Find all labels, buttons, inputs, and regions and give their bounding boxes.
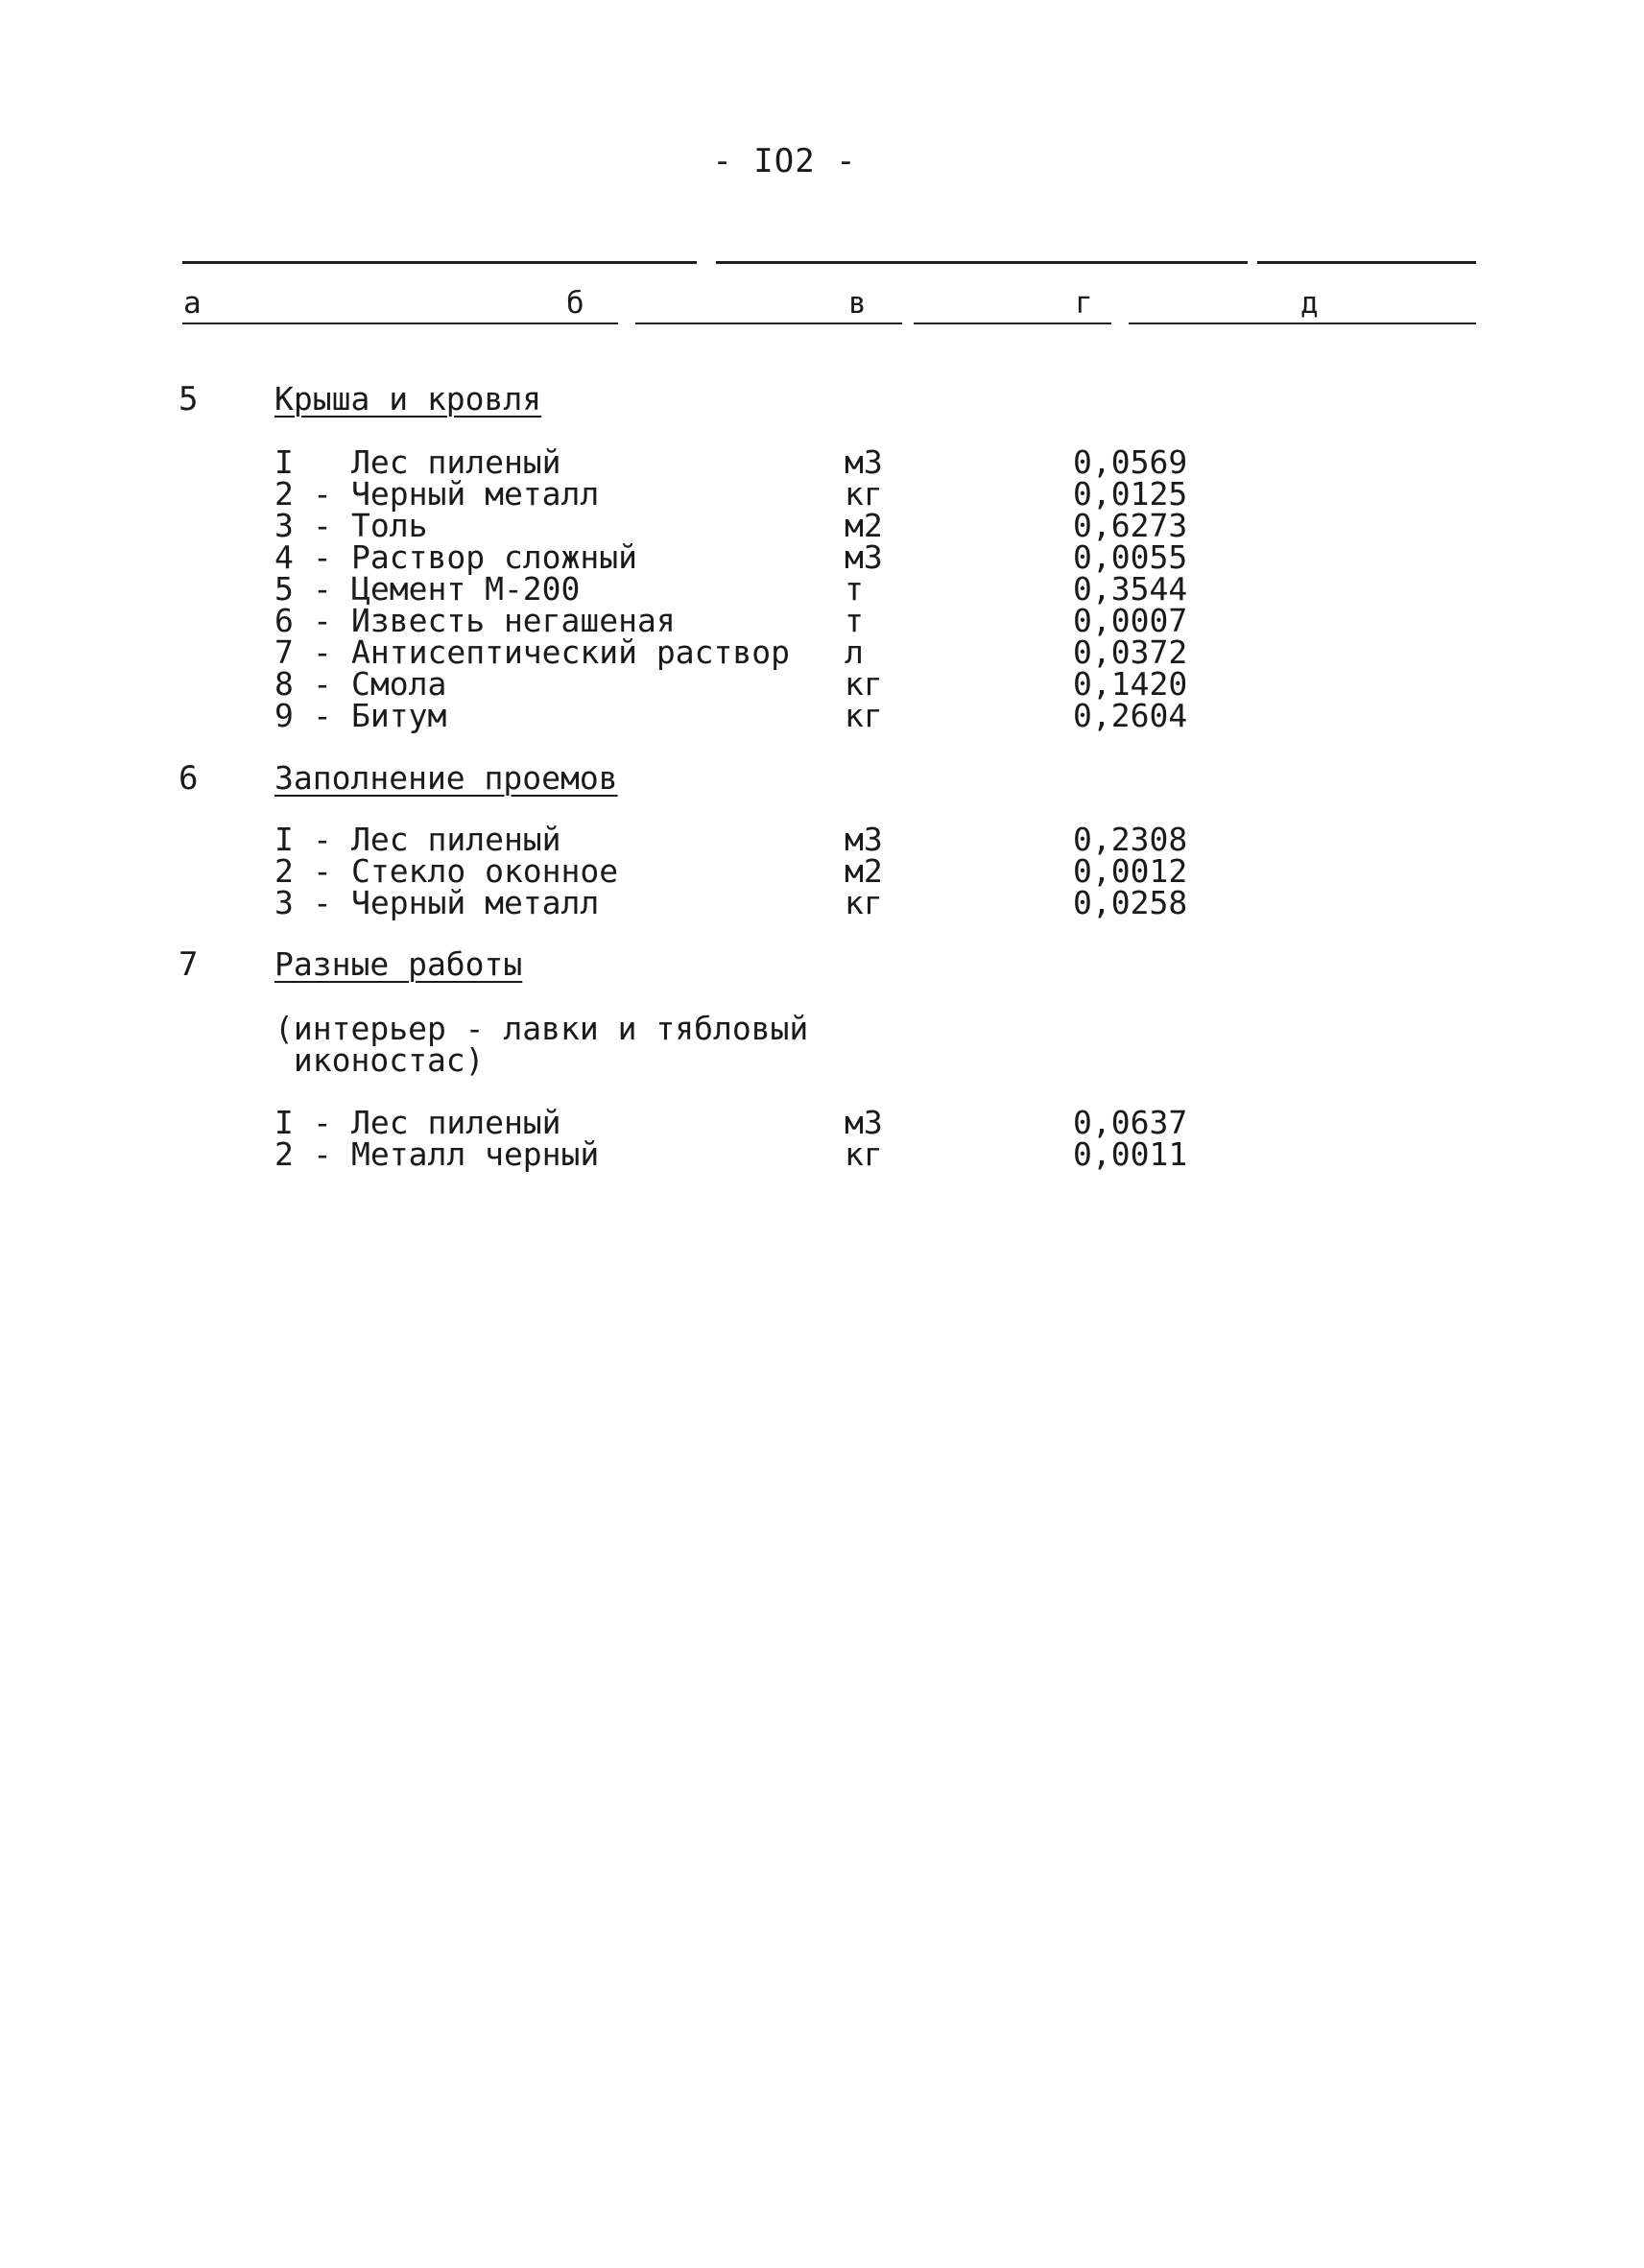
item-qty: 0,6273: [1073, 507, 1188, 544]
item-unit: кг: [845, 475, 883, 513]
item-name: Раствор сложный: [351, 538, 638, 576]
item-dash: -: [313, 475, 332, 513]
item-dash: -: [313, 665, 332, 703]
column-header-d: д: [1300, 286, 1319, 321]
item-unit: м3: [845, 538, 883, 576]
item-index: I: [274, 821, 294, 858]
column-header-b: б: [566, 286, 584, 321]
item-qty: 0,2308: [1073, 821, 1188, 858]
item-dash: -: [313, 507, 332, 544]
item-dash: -: [313, 633, 332, 671]
item-qty: 0,0258: [1073, 884, 1188, 921]
list-item: [0, 633, 1644, 671]
header-bottom-rule: [1129, 322, 1476, 324]
list-item: [0, 602, 1644, 639]
item-index: 2: [274, 475, 294, 513]
list-item: [0, 1135, 1644, 1173]
list-item: [0, 507, 1644, 544]
section-number: 6: [179, 759, 199, 798]
header-bottom-rule: [635, 322, 902, 324]
section-title: Разные работы: [274, 945, 523, 983]
item-index: 9: [274, 697, 294, 734]
item-index: 5: [274, 570, 294, 608]
list-item: [0, 538, 1644, 576]
item-dash: -: [313, 852, 332, 890]
item-dash: -: [313, 697, 332, 734]
item-index: I: [274, 443, 294, 481]
item-name: Цемент М-200: [351, 570, 581, 608]
item-index: 6: [274, 602, 294, 639]
item-name: Черный металл: [351, 884, 600, 921]
item-name: Известь негашеная: [351, 602, 676, 639]
item-qty: 0,0372: [1073, 633, 1188, 671]
item-unit: кг: [845, 884, 883, 921]
item-qty: 0,0012: [1073, 852, 1188, 890]
item-dash: -: [313, 538, 332, 576]
item-name: Лес пиленый: [351, 443, 561, 481]
item-name: Антисептический раствор: [351, 633, 790, 671]
item-name: Смола: [351, 665, 447, 703]
item-qty: 0,0007: [1073, 602, 1188, 639]
item-qty: 0,0011: [1073, 1135, 1188, 1173]
list-item: [0, 665, 1644, 703]
item-name: Лес пиленый: [351, 1104, 561, 1141]
section-number: 7: [179, 945, 199, 984]
table-top-rule: [1257, 261, 1476, 264]
column-header-v: в: [848, 286, 867, 321]
item-unit: м3: [845, 821, 883, 858]
item-index: 3: [274, 884, 294, 921]
item-index: 2: [274, 1135, 294, 1173]
item-name: Металл черный: [351, 1135, 600, 1173]
item-index: I: [274, 1104, 294, 1141]
column-header-a: а: [183, 286, 202, 321]
item-qty: 0,2604: [1073, 697, 1188, 734]
header-bottom-rule: [182, 322, 618, 324]
item-unit: м3: [845, 1104, 883, 1141]
section-title: Крыша и кровля: [274, 380, 542, 418]
item-name: Стекло оконное: [351, 852, 619, 890]
item-dash: -: [313, 602, 332, 639]
list-item: [0, 852, 1644, 890]
list-item: [0, 475, 1644, 513]
item-qty: 0,0055: [1073, 538, 1188, 576]
item-index: 7: [274, 633, 294, 671]
section-number: 5: [179, 380, 199, 418]
item-unit: кг: [845, 665, 883, 703]
item-unit: кг: [845, 697, 883, 734]
item-name: Битум: [351, 697, 447, 734]
item-qty: 0,0125: [1073, 475, 1188, 513]
item-index: 2: [274, 852, 294, 890]
list-item: [0, 1104, 1644, 1141]
item-dash: -: [313, 570, 332, 608]
list-item: [0, 570, 1644, 608]
header-bottom-rule: [914, 322, 1111, 324]
item-name: Лес пиленый: [351, 821, 561, 858]
item-dash: -: [313, 1135, 332, 1173]
section-title: Заполнение проемов: [274, 759, 618, 797]
page-number: - IO2 -: [712, 142, 857, 180]
list-item: [0, 821, 1644, 858]
item-unit: м2: [845, 852, 883, 890]
item-index: 3: [274, 507, 294, 544]
item-qty: 0,1420: [1073, 665, 1188, 703]
item-index: 8: [274, 665, 294, 703]
column-header-g: г: [1075, 286, 1093, 321]
item-name: Толь: [351, 507, 428, 544]
list-item: [0, 443, 1644, 481]
item-unit: т: [845, 602, 864, 639]
item-unit: м3: [845, 443, 883, 481]
item-name: Черный металл: [351, 475, 600, 513]
item-qty: 0,0569: [1073, 443, 1188, 481]
item-unit: м2: [845, 507, 883, 544]
item-dash: -: [313, 821, 332, 858]
table-top-rule: [716, 261, 1248, 264]
item-unit: т: [845, 570, 864, 608]
item-qty: 0,0637: [1073, 1104, 1188, 1141]
item-dash: -: [313, 1104, 332, 1141]
table-top-rule: [182, 261, 697, 264]
item-index: 4: [274, 538, 294, 576]
item-qty: 0,3544: [1073, 570, 1188, 608]
item-unit: л: [845, 633, 864, 671]
section-note: (интерьер - лавки и тябловый иконостас): [274, 1010, 809, 1079]
list-item: [0, 697, 1644, 734]
item-dash: -: [313, 884, 332, 921]
item-unit: кг: [845, 1135, 883, 1173]
list-item: [0, 884, 1644, 921]
